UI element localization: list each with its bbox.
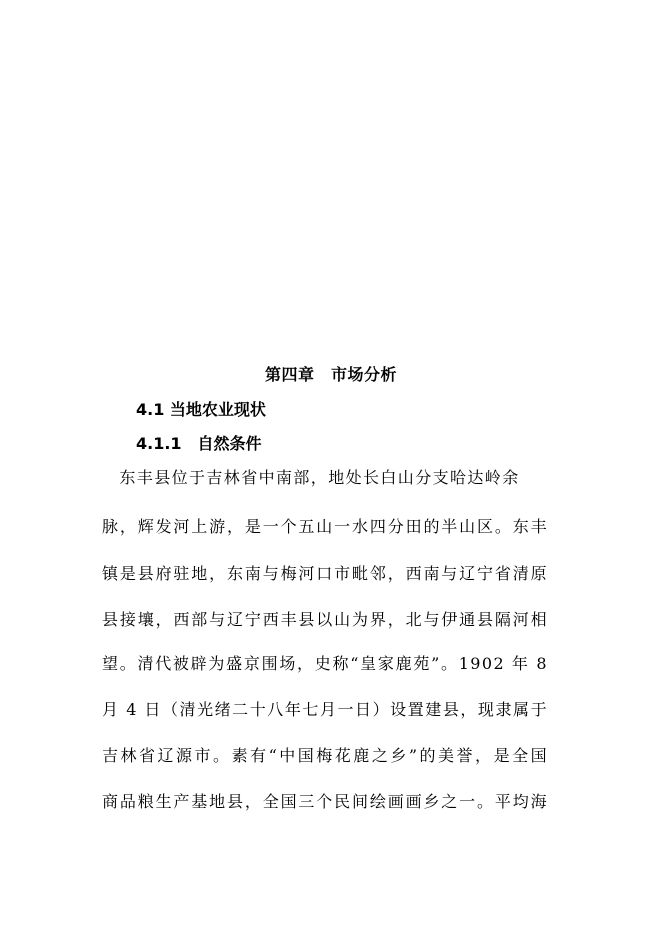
paragraph-line: 吉林省辽源市。素有“中国梅花鹿之乡”的美誉，是全国	[102, 746, 548, 765]
paragraph-line: 镇是县府驻地，东南与梅河口市毗邻，西南与辽宁省清原	[102, 564, 548, 583]
paragraph-line: 县接壤，西部与辽宁西丰县以山为界，北与伊通县隔河相	[102, 610, 548, 629]
paragraph-line: 东丰县位于吉林省中南部，地处长白山分支哈达岭余	[102, 468, 520, 487]
paragraph-line: 望。清代被辟为盛京围场，史称“皇家鹿苑”。1902 年 8	[102, 654, 548, 673]
paragraph-line: 脉，辉发河上游，是一个五山一水四分田的半山区。东丰	[102, 517, 548, 536]
chapter-title: 第四章 市场分析	[264, 365, 397, 384]
section-heading-4-1: 4.1 当地农业现状	[136, 400, 266, 419]
paragraph-line: 商品粮生产基地县，全国三个民间绘画画乡之一。平均海	[102, 792, 548, 811]
subsection-heading-4-1-1: 4.1.1 自然条件	[136, 434, 262, 453]
paragraph-line: 月 4 日（清光绪二十八年七月一日）设置建县，现隶属于	[102, 700, 548, 719]
